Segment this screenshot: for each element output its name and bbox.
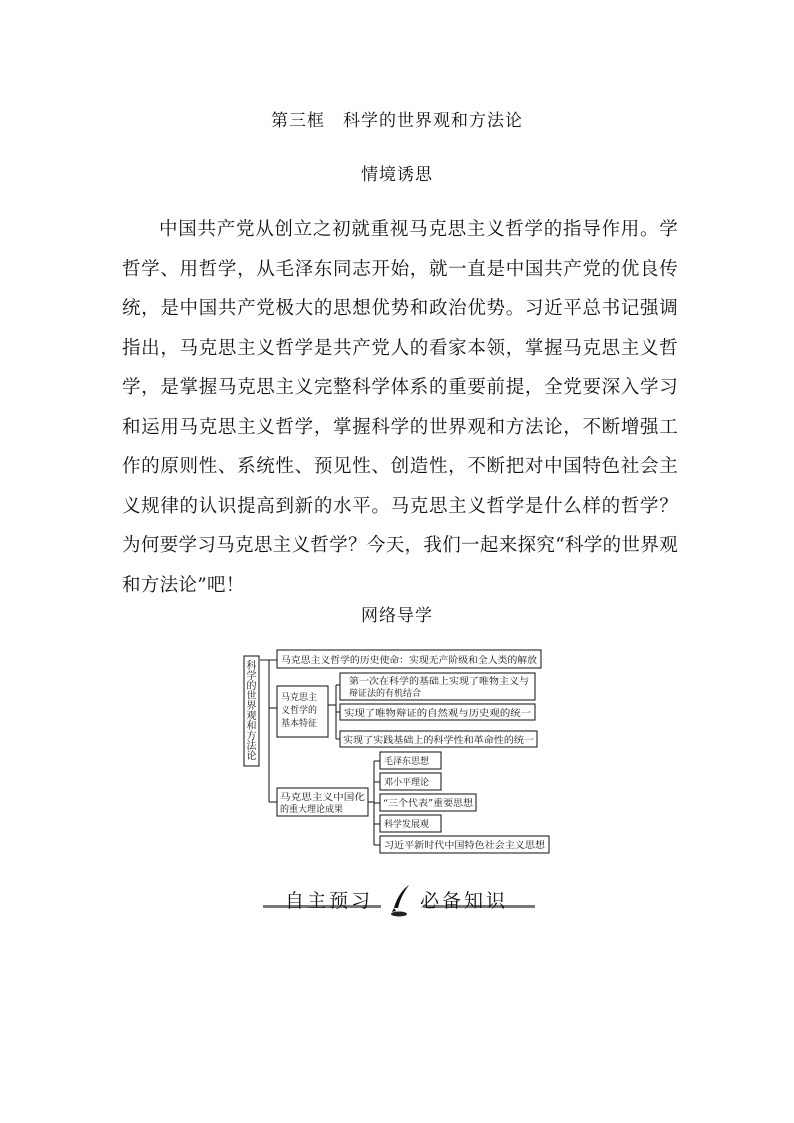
feature-2-text: 实现了唯物辩证的自然观与历史观的统一 (344, 709, 507, 719)
feature-3-text: 实现了实践基础上的科学性和革命性的统一 (343, 736, 515, 746)
banner-right-text: 必备知识 (420, 890, 509, 912)
root-char: 观 (246, 711, 257, 722)
page-title: 第三框 科学的世界观和方法论 (271, 111, 523, 131)
feature-1-line: 辩证法的有机结合 (349, 689, 422, 699)
achievement-text: “三个代表”重要思想 (383, 799, 465, 809)
intro-paragraph: 中国共产党从创立之初就重视马克思主义哲学的指导作用。学哲学、用哲学，从毛泽东同志开始，就一直是中国共产党的优良传统，是中国共产党极大的思想优势和政治优势。习近平总书记强调指出，马克思主义哲学是共产党人的看家本领，掌握马克思主义哲学，是掌握马克思主义完整科学体系的重要前提，全党要深入学习和运用马克思主义哲学，掌握科学的世界观和方法论，不断增强工作的原则性、系统性、预见性、创造性，不断把对中国特色社会主义规律的认识提高到新的水平。马克思主义哲学是什么样的哲学？为何要学习马克思主义哲学？今天，我们一起来探究“科学的世界观和方法论”吧！ (122, 219, 678, 596)
root-char: 论 (246, 751, 257, 762)
root-char: 的 (246, 681, 257, 692)
achievement-text: 习近平新时代中国特色社会主义思想 (384, 841, 529, 851)
root-char: 界 (246, 701, 257, 712)
achievements-label-line: 的重大理论成果 (280, 805, 344, 815)
section-heading-situation: 情境诱思 (361, 165, 433, 185)
achievement-text: 科学发展观 (384, 820, 430, 830)
preview-banner (263, 881, 535, 921)
banner-left-text: 自主预习 (285, 890, 374, 912)
root-char: 和 (246, 721, 257, 732)
root-char: 科 (246, 661, 257, 672)
quill-pen-icon (391, 885, 409, 917)
features-label-line: 基本特征 (281, 719, 318, 729)
achievements-label-line: 马克思主义中国化 (280, 793, 353, 803)
achievement-text: 毛泽东思想 (384, 757, 430, 767)
root-char: 学 (246, 671, 257, 682)
features-label-line: 义哲学的 (281, 706, 318, 716)
root-char: 世 (246, 691, 257, 702)
mission-text: 马克思主义哲学的历史使命：实现无产阶级和全人类的解放 (281, 656, 516, 666)
section-heading-network: 网络导学 (361, 606, 433, 626)
achievement-text: 邓小平理论 (384, 778, 430, 788)
features-label-line: 马克思主 (281, 693, 318, 703)
root-char: 方 (246, 731, 257, 742)
feature-1-line: 第一次在科学的基础上实现了唯物主义与 (349, 677, 512, 687)
root-char: 法 (246, 741, 257, 752)
